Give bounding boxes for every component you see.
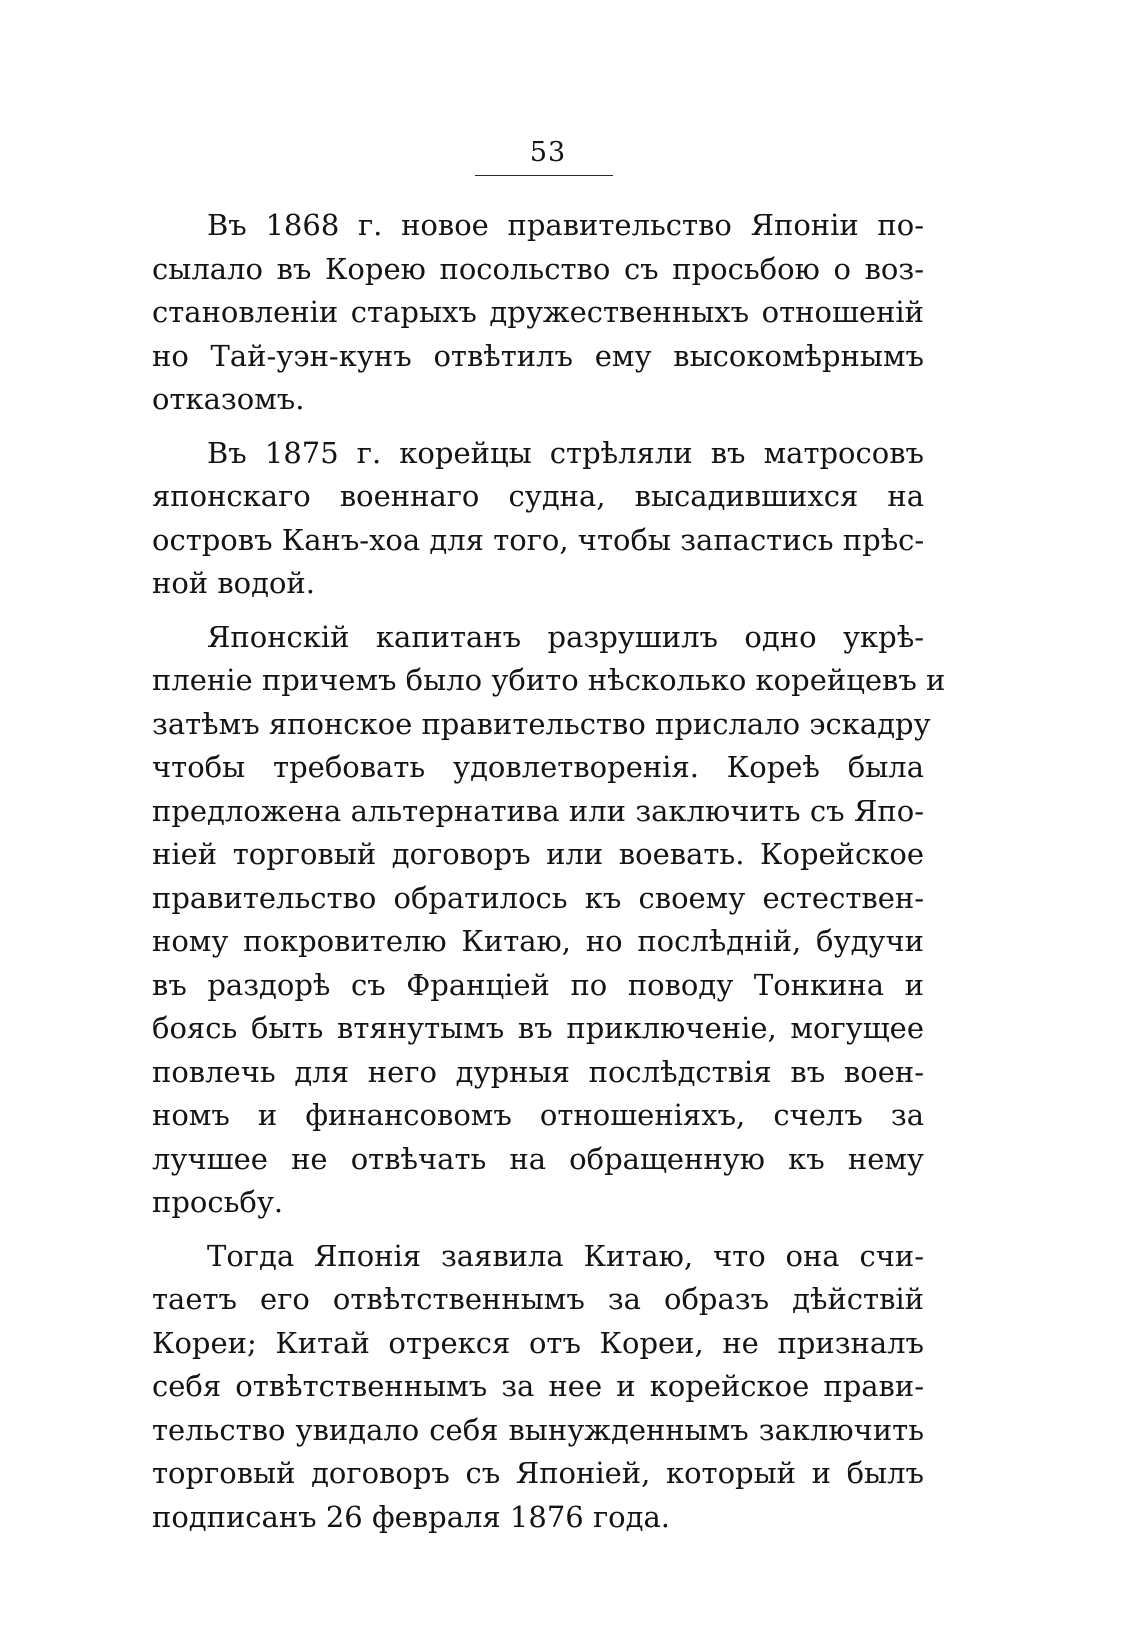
text-line: Японскій капитанъ разрушилъ одно укрѣ-: [207, 619, 924, 654]
page-number: 53: [529, 137, 567, 168]
text-line: себя отвѣтственнымъ за нее и корейское прави-: [152, 1369, 924, 1403]
text-line: ному покровителю Китаю, но послѣдній, будучи: [152, 924, 924, 958]
text-line: въ раздорѣ съ Франціей по поводу Тонкина и: [152, 967, 924, 1002]
text-line: отказомъ.: [152, 382, 305, 416]
paragraph-3: [152, 616, 946, 1225]
paragraph-2: [152, 432, 924, 606]
text-line: боясь быть втянутымъ въ приключеніе, могущее: [152, 1011, 924, 1045]
text-line: ной водой.: [152, 566, 315, 600]
header-rule: [475, 175, 613, 176]
text-line: чтобы требовать удовлетворенія. Кореѣ была: [152, 750, 924, 784]
text-line: подписанъ 26 февраля 1876 года.: [152, 1499, 670, 1534]
text-line: ніей торговый договоръ или воевать. Корейское: [152, 837, 924, 871]
text-line: сылало въ Корею посольство съ просьбою о воз-: [152, 251, 924, 286]
text-line: но Тай-уэн-кунъ отвѣтилъ ему высокомѣрнымъ: [152, 338, 924, 373]
text-line: лучшее не отвѣчать на обращенную къ нему: [152, 1141, 924, 1176]
text-line: тельство увидало себя вынужденнымъ заключить: [152, 1412, 924, 1447]
paragraph-1: [152, 204, 924, 422]
text-line: Тогда Японія заявила Китаю, что она счи-: [207, 1238, 924, 1273]
paragraph-4: [152, 1235, 924, 1540]
text-line: становленіи старыхъ дружественныхъ отношеній: [152, 295, 924, 329]
text-line: островъ Канъ-хоа для того, чтобы запастись прѣс-: [152, 522, 925, 557]
text-line: предложена альтернатива или заключить съ Япо-: [152, 793, 924, 828]
text-line: просьбу.: [152, 1185, 284, 1219]
body-text: [152, 204, 946, 1549]
text-line: затѣмъ японское правительство прислало эскадру: [152, 706, 931, 741]
text-line: торговый договоръ съ Японіей, который и былъ: [152, 1456, 924, 1490]
text-line: номъ и финансовомъ отношеніяхъ, счелъ за: [152, 1098, 924, 1132]
text-line: пленіе причемъ было убито нѣсколько корейцевъ и: [152, 663, 946, 697]
text-line: Въ 1875 г. корейцы стрѣляли въ матросовъ: [207, 435, 924, 470]
text-line: повлечь для него дурныя послѣдствія въ воен-: [152, 1054, 924, 1089]
text-line: Въ 1868 г. новое правительство Японіи по-: [207, 208, 924, 242]
text-line: Кореи; Китай отрекся отъ Кореи, не призналъ: [152, 1325, 924, 1360]
text-line: таетъ его отвѣтственнымъ за образъ дѣйствій: [152, 1282, 924, 1316]
text-line: японскаго военнаго судна, высадившихся на: [152, 479, 924, 513]
text-line: правительство обратилось къ своему естествен-: [152, 880, 924, 915]
